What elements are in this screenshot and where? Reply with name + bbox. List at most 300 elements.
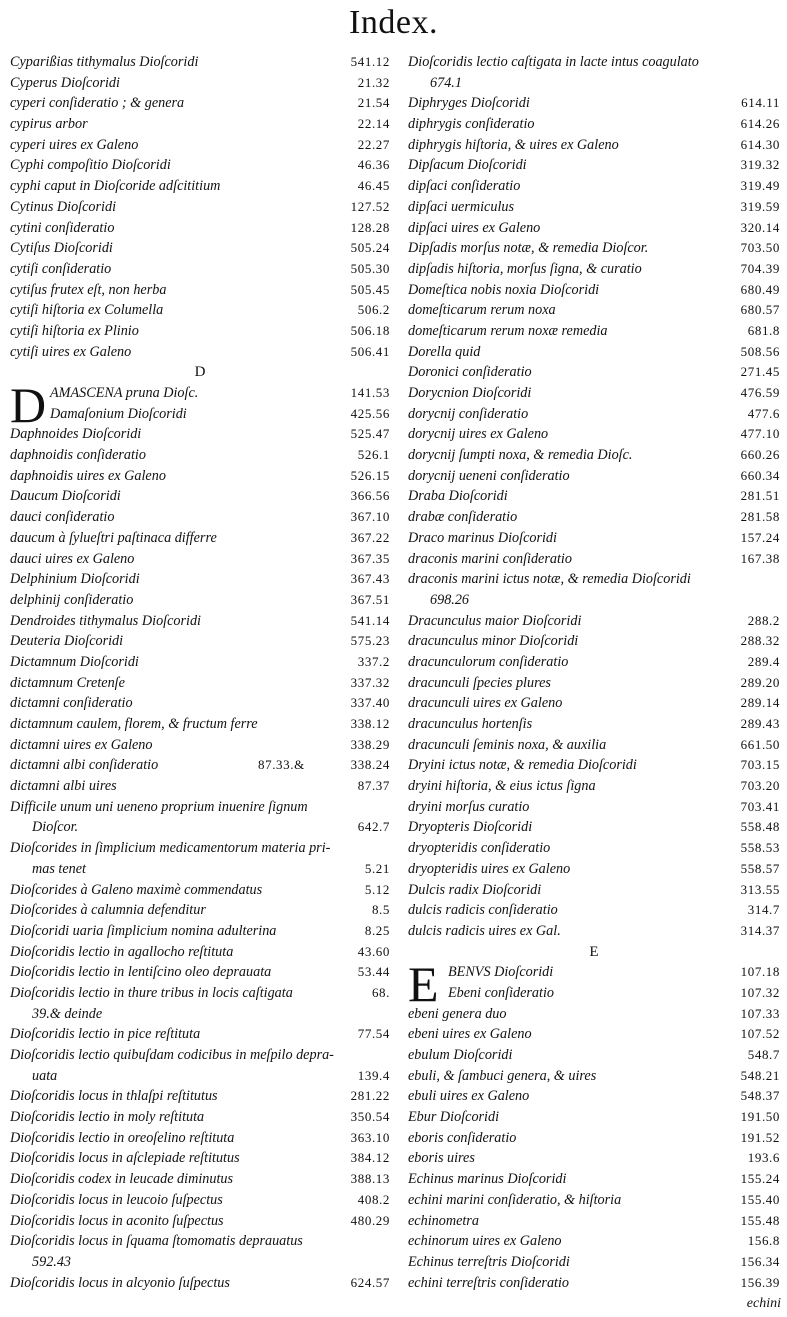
index-entry xyxy=(408,280,780,301)
index-entry xyxy=(10,838,390,859)
index-entry xyxy=(10,321,390,342)
index-entry xyxy=(408,342,780,363)
catchword: echini xyxy=(746,1296,781,1311)
entry-term: ebulum Dioſcoridi xyxy=(408,1047,513,1063)
index-entry xyxy=(408,52,780,73)
entry-term: dracunculus hortenſis xyxy=(408,716,533,732)
entry-page-reference: 526.1 xyxy=(357,447,390,463)
entry-term: dryini morſus curatio xyxy=(408,798,530,815)
index-entry xyxy=(10,93,390,114)
entry-term: Dioſcorides à calumnia defenditur xyxy=(10,902,206,919)
index-entry xyxy=(10,673,390,694)
entry-page-reference: 384.12 xyxy=(350,1150,390,1166)
entry-term: Dryopteris Dioſcoridi xyxy=(408,819,533,836)
entry-page-reference: 46.36 xyxy=(357,157,390,173)
entry-page-reference: 8.5 xyxy=(371,902,390,918)
index-entry xyxy=(408,197,780,218)
index-entry xyxy=(10,569,390,590)
entry-page-reference: 703.50 xyxy=(740,240,780,256)
entry-term: draconis marini ictus notæ, & remedia Dioſcoridi xyxy=(408,571,691,588)
entry-term: diphrygis hiſtoria, & uires ex Galeno xyxy=(408,136,619,153)
entry-page-reference: 22.27 xyxy=(357,136,390,152)
index-entry xyxy=(408,838,780,859)
entry-page-reference: 68. xyxy=(371,984,390,1000)
index-entry xyxy=(408,1273,780,1294)
entry-term: eboris conſideratio xyxy=(408,1129,517,1146)
index-entry xyxy=(10,714,390,735)
index-entry xyxy=(408,1045,780,1066)
entry-term: Daucum Dioſcoridi xyxy=(10,488,121,505)
entry-page-reference: 289.4 xyxy=(747,653,780,669)
entry-term: mas tenet xyxy=(32,860,86,877)
entry-page-reference: 139.4 xyxy=(357,1067,390,1083)
entry-term: Draba Dioſcoridi xyxy=(408,488,508,505)
index-entry xyxy=(10,983,390,1004)
entry-page-reference: 289.20 xyxy=(740,674,780,690)
entry-term: ebeni genera duo xyxy=(408,1005,507,1022)
entry-page-reference: 319.59 xyxy=(740,198,780,214)
entry-page-reference: 548.21 xyxy=(740,1067,780,1083)
entry-term: Dioſcoridis locus in thlaſpi reſtitutus xyxy=(10,1088,218,1105)
entry-term: dryopteridis conſideratio xyxy=(408,840,551,857)
entry-term: Echinus marinus Dioſcoridi xyxy=(408,1171,567,1188)
entry-term: cytini conſideratio xyxy=(10,219,115,236)
entry-page-reference: 107.52 xyxy=(740,1026,780,1042)
index-entry xyxy=(10,300,390,321)
entry-term: dracunculorum conſideratio xyxy=(408,653,569,670)
entry-term: Dioſcoridis lectio quibuſdam codicibus in meſpilo depra- xyxy=(10,1047,334,1063)
index-entry xyxy=(10,797,390,818)
entry-page-reference: 167.38 xyxy=(740,550,780,566)
entry-term: dracunculi ſpecies plures xyxy=(408,674,551,691)
entry-term: Dendroides tithymalus Dioſcoridi xyxy=(10,612,201,629)
entry-term: dipſadis hiſtoria, morſus ſigna, & curatio xyxy=(408,260,642,277)
entry-term: Cyperus Dioſcoridi xyxy=(10,74,120,91)
index-entry xyxy=(408,486,780,507)
entry-term: dracunculi uires ex Galeno xyxy=(408,695,563,712)
index-entry xyxy=(408,880,780,901)
index-entry xyxy=(10,280,390,301)
entry-term: dictamnum Cretenſe xyxy=(10,674,125,691)
index-entry xyxy=(408,238,780,259)
entry-term: dictamni albi conſideratio xyxy=(10,757,159,774)
entry-term: Dioſcoridis lectio in agallocho reſtituta xyxy=(10,943,234,960)
entry-term: dictamnum caulem, florem, & fructum ferre xyxy=(10,716,258,732)
entry-page-reference: 506.18 xyxy=(350,322,390,338)
entry-term: Daphnoides Dioſcoridi xyxy=(10,426,142,443)
index-entry xyxy=(10,1211,390,1232)
entry-term: AMASCENA pruna Dioſc. xyxy=(50,385,199,401)
decorated-initial-letter: D xyxy=(10,377,47,433)
index-entry xyxy=(10,466,390,487)
index-entry xyxy=(408,1004,780,1025)
entry-term: cyphi caput in Dioſcoride adſcititium xyxy=(10,178,221,195)
index-entry xyxy=(408,1148,780,1169)
index-entry xyxy=(10,424,390,445)
entry-page-reference: 661.50 xyxy=(740,736,780,752)
entry-page-reference: 156.39 xyxy=(740,1274,780,1290)
index-entry xyxy=(408,859,780,880)
entry-page-reference: 338.12 xyxy=(350,716,390,731)
index-entry xyxy=(408,445,780,466)
entry-page-reference: 281.22 xyxy=(350,1088,390,1104)
index-entry xyxy=(10,1107,390,1128)
entry-page-reference: 548.7 xyxy=(747,1047,780,1062)
index-entry xyxy=(408,300,780,321)
index-entry xyxy=(408,590,780,611)
entry-term: 592.43 xyxy=(32,1253,72,1270)
entry-term: Deuteria Dioſcoridi xyxy=(10,633,124,650)
entry-term: dorycnij conſideratio xyxy=(408,405,529,422)
entry-page-reference: 155.48 xyxy=(740,1212,780,1228)
entry-page-reference: 337.40 xyxy=(350,695,390,711)
entry-page-reference: 53.44 xyxy=(357,964,390,980)
index-entry xyxy=(10,1252,390,1273)
index-entry xyxy=(408,549,780,570)
entry-page-reference: 141.53 xyxy=(350,385,390,400)
decorated-initial-letter: E xyxy=(408,956,439,1013)
entry-page-reference: 408.2 xyxy=(357,1191,390,1207)
entry-term: cytiſus frutex eſt, non herba xyxy=(10,281,167,298)
entry-term: diphrygis conſideratio xyxy=(408,116,535,133)
index-entry xyxy=(10,176,390,197)
entry-page-reference-secondary: 87.33.& xyxy=(258,757,305,773)
entry-term: Dioſcor. xyxy=(32,819,79,836)
index-entry xyxy=(408,362,780,383)
entry-page-reference: 271.45 xyxy=(740,364,780,380)
index-entry xyxy=(408,176,780,197)
index-entry xyxy=(408,507,780,528)
entry-term: dictamni conſideratio xyxy=(10,695,133,712)
entry-term: ebeni uires ex Galeno xyxy=(408,1026,532,1043)
entry-term: dryopteridis uires ex Galeno xyxy=(408,860,571,877)
entry-page-reference: 614.26 xyxy=(740,116,780,132)
entry-term: Dracunculus maior Dioſcoridi xyxy=(408,612,582,629)
entry-term: dauci uires ex Galeno xyxy=(10,550,135,567)
entry-term: Dioſcoridis lectio in lentiſcino oleo deprauata xyxy=(10,964,272,981)
entry-term: echini terreſtris conſideratio xyxy=(408,1274,570,1291)
entry-term: Dioſcoridis lectio in thure tribus in locis caſtigata xyxy=(10,984,293,1001)
entry-term: Dictamnum Dioſcoridi xyxy=(10,653,139,670)
entry-term: Diphryges Dioſcoridi xyxy=(408,95,530,112)
entry-term: Damaſonium Dioſcoridi xyxy=(50,405,187,422)
index-entry xyxy=(408,218,780,239)
index-column-right xyxy=(408,52,780,1293)
index-entry xyxy=(10,859,390,880)
index-entry xyxy=(10,404,390,425)
index-entry xyxy=(408,259,780,280)
entry-page-reference: 541.14 xyxy=(350,612,390,628)
index-entry xyxy=(408,404,780,425)
entry-term: Cytiſus Dioſcoridi xyxy=(10,240,113,257)
index-entry xyxy=(408,1128,780,1149)
entry-page-reference: 367.43 xyxy=(350,571,390,587)
entry-page-reference: 157.24 xyxy=(740,529,780,545)
entry-page-reference: 43.60 xyxy=(357,943,390,959)
entry-term: Ebeni conſideratio xyxy=(448,984,554,1001)
entry-page-reference: 107.18 xyxy=(740,964,780,980)
entry-page-reference: 22.14 xyxy=(357,116,390,132)
entry-page-reference: 541.12 xyxy=(350,54,390,69)
entry-term: Dioſcoridis locus in leucoio ſuſpectus xyxy=(10,1191,223,1208)
index-entry xyxy=(408,569,780,590)
entry-page-reference: 703.41 xyxy=(740,798,780,814)
entry-term: Dioſcoridis locus in aconito ſuſpectus xyxy=(10,1212,224,1229)
entry-page-reference: 338.24 xyxy=(350,757,390,773)
entry-term: Dioſcoridi uaria ſimplicium nomina adulterina xyxy=(10,922,277,939)
entry-term: Dioſcoridis lectio caſtigata in lacte intus coagulato xyxy=(408,54,699,70)
index-entry xyxy=(408,1231,780,1252)
index-entry xyxy=(408,983,780,1004)
entry-page-reference: 338.29 xyxy=(350,736,390,752)
index-entry xyxy=(408,652,780,673)
index-entry xyxy=(408,135,780,156)
entry-page-reference: 156.34 xyxy=(740,1253,780,1269)
entry-page-reference: 127.52 xyxy=(350,198,390,214)
index-entry xyxy=(10,1231,390,1252)
entry-term: draconis marini conſideratio xyxy=(408,550,572,567)
entry-page-reference: 525.47 xyxy=(350,426,390,442)
entry-page-reference: 703.20 xyxy=(740,778,780,794)
entry-page-reference: 624.57 xyxy=(350,1274,390,1290)
entry-page-reference: 367.10 xyxy=(350,509,390,525)
entry-term: domeſticarum rerum noxæ remedia xyxy=(408,322,608,339)
index-entry xyxy=(408,921,780,942)
index-entry xyxy=(408,528,780,549)
entry-page-reference: 703.15 xyxy=(740,757,780,773)
entry-term: dulcis radicis conſideratio xyxy=(408,902,558,919)
entry-term: 39.& deinde xyxy=(32,1005,103,1022)
entry-page-reference: 367.35 xyxy=(350,550,390,566)
entry-page-reference: 526.15 xyxy=(350,467,390,483)
entry-term: domeſticarum rerum noxa xyxy=(408,302,556,319)
entry-page-reference: 575.23 xyxy=(350,633,390,649)
index-entry xyxy=(10,238,390,259)
entry-page-reference: 425.56 xyxy=(350,405,390,421)
index-entry xyxy=(10,1190,390,1211)
entry-page-reference: 319.49 xyxy=(740,178,780,194)
index-entry xyxy=(10,197,390,218)
index-entry xyxy=(10,631,390,652)
entry-page-reference: 548.37 xyxy=(740,1088,780,1104)
index-entry xyxy=(408,611,780,632)
section-letter-heading: E xyxy=(589,943,599,960)
index-entry xyxy=(10,507,390,528)
entry-term: Cyparißias tithymalus Dioſcoridi xyxy=(10,54,199,70)
entry-term: dipſaci uires ex Galeno xyxy=(408,219,541,236)
entry-page-reference: 320.14 xyxy=(740,219,780,235)
index-entry xyxy=(10,52,390,73)
entry-term: cytiſi hiſtoria ex Columella xyxy=(10,302,164,319)
entry-term: 698.26 xyxy=(430,591,470,608)
entry-page-reference: 367.51 xyxy=(350,591,390,607)
index-entry xyxy=(408,817,780,838)
entry-term: dorycnij uires ex Galeno xyxy=(408,426,549,443)
entry-term: cytiſi uires ex Galeno xyxy=(10,343,132,360)
entry-term: Dioſcoridis locus in ſquama ſtomomatis deprauatus xyxy=(10,1233,303,1250)
entry-page-reference: 314.37 xyxy=(740,922,780,938)
index-entry xyxy=(408,1107,780,1128)
entry-page-reference: 506.41 xyxy=(350,343,390,359)
index-entry xyxy=(408,1169,780,1190)
index-entry xyxy=(10,1148,390,1169)
entry-term: cytiſi conſideratio xyxy=(10,260,112,277)
entry-page-reference: 614.30 xyxy=(740,136,780,152)
entry-page-reference: 5.12 xyxy=(364,881,390,897)
entry-term: Draco marinus Dioſcoridi xyxy=(408,529,557,546)
entry-term: dracunculus minor Dioſcoridi xyxy=(408,633,579,650)
index-entry xyxy=(10,900,390,921)
index-entry xyxy=(408,673,780,694)
index-entry xyxy=(10,1024,390,1045)
index-entry xyxy=(10,114,390,135)
index-entry xyxy=(408,1066,780,1087)
entry-term: cyperi uires ex Galeno xyxy=(10,136,139,153)
entry-page-reference: 363.10 xyxy=(350,1129,390,1145)
index-entry xyxy=(10,259,390,280)
entry-page-reference: 156.8 xyxy=(747,1233,780,1249)
page-title: Index. xyxy=(349,4,438,41)
index-entry xyxy=(408,631,780,652)
entry-term: echinometra xyxy=(408,1212,479,1229)
index-entry xyxy=(408,900,780,921)
index-entry xyxy=(10,611,390,632)
entry-term: Ebur Dioſcoridi xyxy=(408,1109,500,1126)
index-entry xyxy=(408,73,780,94)
entry-page-reference: 480.29 xyxy=(350,1212,390,1228)
index-entry xyxy=(408,383,780,404)
entry-term: Dipſadis morſus notæ, & remedia Dioſcor. xyxy=(408,240,649,257)
index-entry xyxy=(408,466,780,487)
entry-page-reference: 128.28 xyxy=(350,219,390,235)
entry-page-reference: 350.54 xyxy=(350,1109,390,1125)
index-entry xyxy=(408,797,780,818)
index-entry xyxy=(10,1169,390,1190)
entry-page-reference: 46.45 xyxy=(357,178,390,194)
entry-page-reference: 289.14 xyxy=(740,695,780,711)
index-entry xyxy=(408,93,780,114)
entry-term: Cyphi compoſitio Dioſcoridi xyxy=(10,157,171,174)
entry-page-reference: 21.54 xyxy=(357,95,390,111)
entry-page-reference: 505.45 xyxy=(350,281,390,297)
entry-term: echinorum uires ex Galeno xyxy=(408,1233,562,1250)
entry-term: Dioſcoridis lectio in moly reſtituta xyxy=(10,1109,205,1126)
index-entry xyxy=(408,424,780,445)
entry-page-reference: 281.51 xyxy=(740,488,780,504)
entry-term: dracunculi ſeminis noxa, & auxilia xyxy=(408,736,607,753)
entry-page-reference: 5.21 xyxy=(364,860,390,876)
entry-page-reference: 314.7 xyxy=(747,902,780,918)
entry-term: dictamni albi uires xyxy=(10,778,117,795)
entry-term: BENVS Dioſcoridi xyxy=(448,964,554,981)
entry-term: 674.1 xyxy=(430,74,462,91)
entry-page-reference: 660.34 xyxy=(740,467,780,483)
index-entry xyxy=(408,114,780,135)
entry-term: dipſaci conſideratio xyxy=(408,178,521,195)
entry-page-reference: 191.50 xyxy=(740,1109,780,1125)
index-entry xyxy=(10,776,390,797)
entry-term: Dorycnion Dioſcoridi xyxy=(408,385,532,401)
entry-page-reference: 288.32 xyxy=(740,633,780,649)
entry-term: Doronici conſideratio xyxy=(408,364,532,381)
index-entry xyxy=(408,155,780,176)
entry-term: cyperi conſideratio ; & genera xyxy=(10,95,185,112)
entry-term: ebuli uires ex Galeno xyxy=(408,1088,530,1105)
index-entry xyxy=(408,1252,780,1273)
entry-term: dorycnij ueneni conſideratio xyxy=(408,467,570,484)
entry-page-reference: 8.25 xyxy=(364,922,390,938)
entry-page-reference: 388.13 xyxy=(350,1171,390,1187)
entry-term: Difficile unum uni ueneno proprium inuenire ſignum xyxy=(10,798,308,815)
entry-term: Dioſcorides in ſimplicium medicamentorum materia pri- xyxy=(10,840,331,857)
index-entry xyxy=(10,135,390,156)
entry-page-reference: 21.32 xyxy=(357,74,390,90)
entry-page-reference: 191.52 xyxy=(740,1129,780,1145)
entry-page-reference: 681.8 xyxy=(747,322,780,338)
index-entry xyxy=(10,652,390,673)
entry-page-reference: 505.30 xyxy=(350,260,390,276)
entry-page-reference: 366.56 xyxy=(350,488,390,504)
entry-term: daphnoidis conſideratio xyxy=(10,447,146,464)
entry-term: eboris uires xyxy=(408,1150,475,1167)
entry-page-reference: 508.56 xyxy=(740,343,780,359)
entry-term: Dioſcoridis locus in aſclepiade reſtitutus xyxy=(10,1150,240,1167)
entry-page-reference: 77.54 xyxy=(357,1026,390,1042)
entry-term: Dipſacum Dioſcoridi xyxy=(408,157,527,174)
entry-term: dulcis radicis uires ex Gal. xyxy=(408,922,561,939)
index-entry xyxy=(10,880,390,901)
entry-page-reference: 337.32 xyxy=(350,674,390,690)
entry-page-reference: 680.49 xyxy=(740,281,780,297)
entry-term: Dioſcoridis lectio in pice reſtituta xyxy=(10,1026,201,1043)
entry-page-reference: 558.53 xyxy=(740,840,780,856)
entry-term: Domeſtica nobis noxia Dioſcoridi xyxy=(408,281,600,298)
entry-page-reference: 281.58 xyxy=(740,509,780,525)
entry-page-reference: 155.40 xyxy=(740,1191,780,1207)
entry-term: Echinus terreſtris Dioſcoridi xyxy=(408,1253,570,1270)
index-entry xyxy=(10,755,390,776)
index-entry xyxy=(10,1004,390,1025)
index-entry xyxy=(10,1273,390,1294)
entry-page-reference: 107.33 xyxy=(740,1005,780,1021)
entry-page-reference: 704.39 xyxy=(740,260,780,276)
index-entry xyxy=(408,755,780,776)
index-entry xyxy=(10,445,390,466)
index-entry xyxy=(408,714,780,735)
entry-page-reference: 313.55 xyxy=(740,881,780,897)
entry-term: daucum à ſylueſtri paſtinaca differre xyxy=(10,529,217,546)
entry-page-reference: 476.59 xyxy=(740,385,780,400)
entry-page-reference: 505.24 xyxy=(350,240,390,256)
entry-term: Dorella quid xyxy=(408,343,481,360)
entry-page-reference: 337.2 xyxy=(357,653,390,669)
index-entry xyxy=(10,549,390,570)
index-entry xyxy=(408,321,780,342)
index-entry xyxy=(10,1066,390,1087)
index-entry xyxy=(10,735,390,756)
index-entry xyxy=(10,155,390,176)
index-entry xyxy=(10,921,390,942)
index-entry xyxy=(10,1128,390,1149)
entry-page-reference: 477.10 xyxy=(740,426,780,442)
entry-term: ebuli, & ſambuci genera, & uires xyxy=(408,1067,597,1084)
entry-page-reference: 558.57 xyxy=(740,860,780,876)
entry-page-reference: 477.6 xyxy=(747,405,780,421)
entry-term: Cytinus Dioſcoridi xyxy=(10,198,117,215)
index-entry xyxy=(408,1024,780,1045)
entry-term: echini marini conſideratio, & hiſtoria xyxy=(408,1191,622,1208)
entry-term: Dioſcorides à Galeno maximè commendatus xyxy=(10,881,263,898)
